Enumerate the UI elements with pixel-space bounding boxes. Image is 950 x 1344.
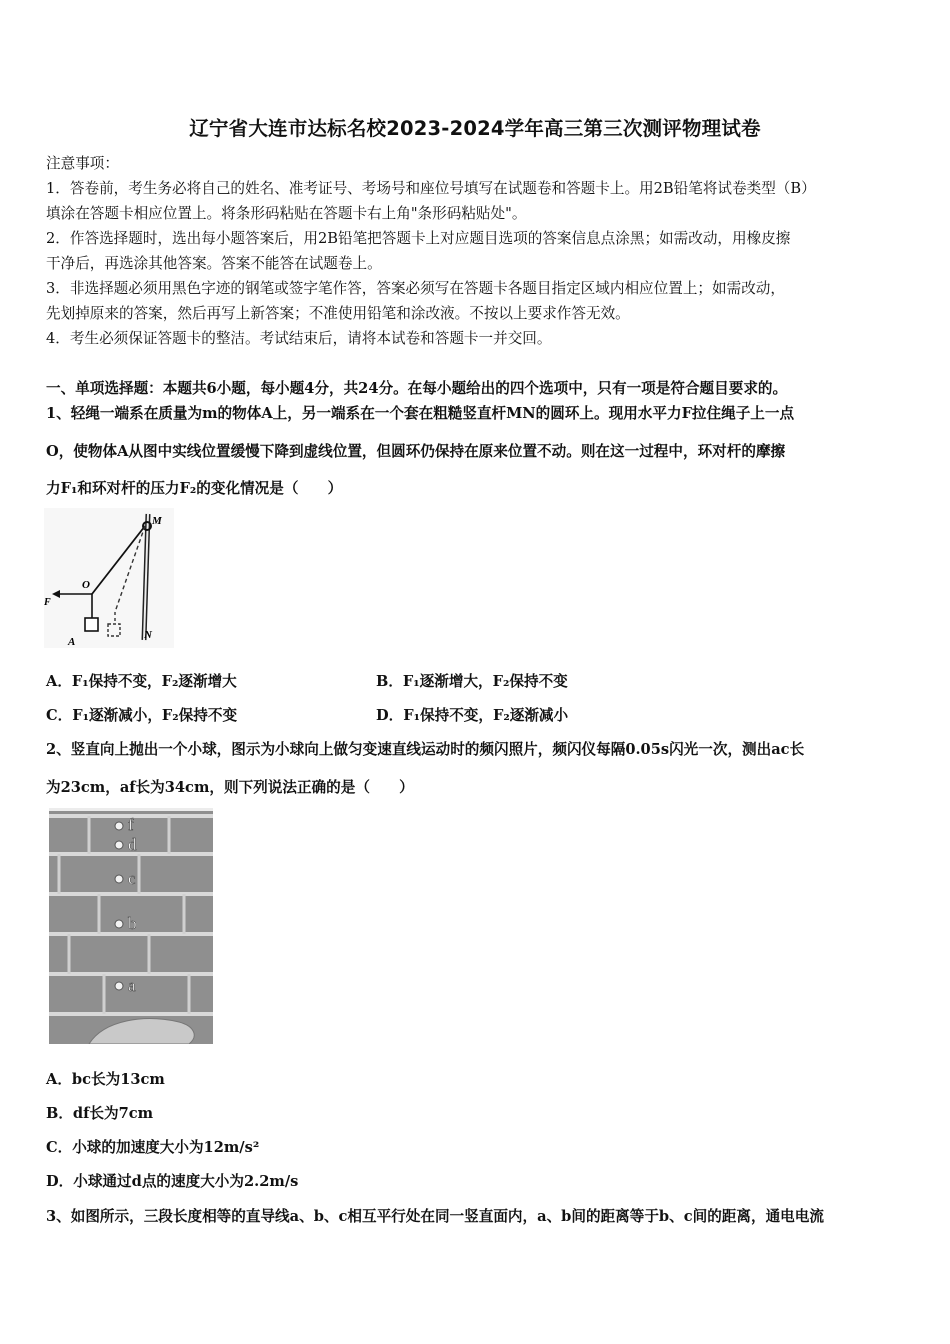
exam-title: 辽宁省大连市达标名校2023-2024学年高三第三次测评物理试卷 [189,117,761,140]
label-a: a [128,976,136,995]
q1-option-c[interactable]: C．F₁逐渐减小，F₂保持不变 [46,707,238,724]
label-b: b [128,914,137,933]
notice-line-3: 2．作答选择题时，选出每小题答案后，用2B铅笔把答题卡上对应题目选项的答案信息点涂黑；如需改动，用橡皮擦 [46,230,791,247]
label-f: F [44,597,51,608]
label-o: O [82,579,90,591]
block-a-solid [85,618,98,631]
label-n: N [144,629,152,641]
ball-f [115,822,123,830]
q1-option-d[interactable]: D．F₁保持不变，F₂逐渐减小 [376,707,569,724]
q2-option-d[interactable]: D．小球通过d点的速度大小为2.2m/s [46,1173,299,1190]
q3-line-1: 3、如图所示，三段长度相等的直导线a、b、c相互平行处在同一竖直面内，a、b间的距离等于b、c间的距离，通电电流 [46,1208,824,1225]
q1-option-b[interactable]: B．F₁逐渐增大，F₂保持不变 [376,673,568,690]
label-m: M [152,515,162,527]
ball-b [115,920,123,928]
q2-option-c[interactable]: C．小球的加速度大小为12m/s² [46,1139,260,1156]
notice-line-6: 先划掉原来的答案，然后再写上新答案；不准使用铅笔和涂改液。不按以上要求作答无效。 [46,305,630,322]
section-heading: 一、单项选择题：本题共6小题，每小题4分，共24分。在每小题给出的四个选项中，只有一项是符合题目要求的。 [46,380,788,397]
ball-c [115,875,123,883]
q2-line-1: 2、竖直向上抛出一个小球，图示为小球向上做匀变速直线运动时的频闪照片，频闪仪每隔0.05s闪光一次，测出ac长 [46,741,805,758]
label-a: A [68,636,76,648]
q1-option-a[interactable]: A．F₁保持不变，F₂逐渐增大 [46,673,237,690]
notice-line-2: 填涂在答题卡相应位置上。将条形码粘贴在答题卡右上角"条形码粘贴处"。 [46,205,527,222]
q2-option-b[interactable]: B．df长为7cm [46,1105,154,1122]
q1-rope-rod-figure [44,508,174,648]
ball-d [115,841,123,849]
q2-option-a[interactable]: A．bc长为13cm [46,1071,165,1088]
q2-line-2: 为23cm，af长为34cm，则下列说法正确的是（ ） [46,779,414,796]
notice-line-5: 3．非选择题必须用黑色字迹的钢笔或签字笔作答，答案必须写在答题卡各题目指定区域内相应位置上；如需改动， [46,280,785,297]
notice-line-7: 4．考生必须保证答题卡的整洁。考试结束后，请将本试卷和答题卡一并交回。 [46,330,552,347]
q1-figure-bg [44,508,174,648]
q1-line-3: 力F₁和环对杆的压力F₂的变化情况是（ ） [46,480,343,497]
q1-line-2: O，使物体A从图中实线位置缓慢下降到虚线位置，但圆环仍保持在原来位置不动。则在这一过程中，环对杆的摩擦 [46,443,786,460]
notice-line-1: 1．答卷前，考生务必将自己的姓名、准考证号、考场号和座位号填写在试题卷和答题卡上。用2B铅笔将试卷类型（B） [46,180,816,197]
notice-line-4: 干净后，再选涂其他答案。答案不能答在试题卷上。 [46,255,382,272]
label-d: d [128,835,137,854]
q1-line-1: 1、轻绳一端系在质量为m的物体A上，另一端系在一个套在粗糙竖直杆MN的圆环上。现用水平力F拉住绳子上一点 [46,405,795,422]
notice-heading: 注意事项： [46,155,119,172]
label-f: f [128,815,134,834]
label-c: c [128,869,136,888]
ball-a [115,982,123,990]
q2-strobe-photo [49,808,213,1044]
